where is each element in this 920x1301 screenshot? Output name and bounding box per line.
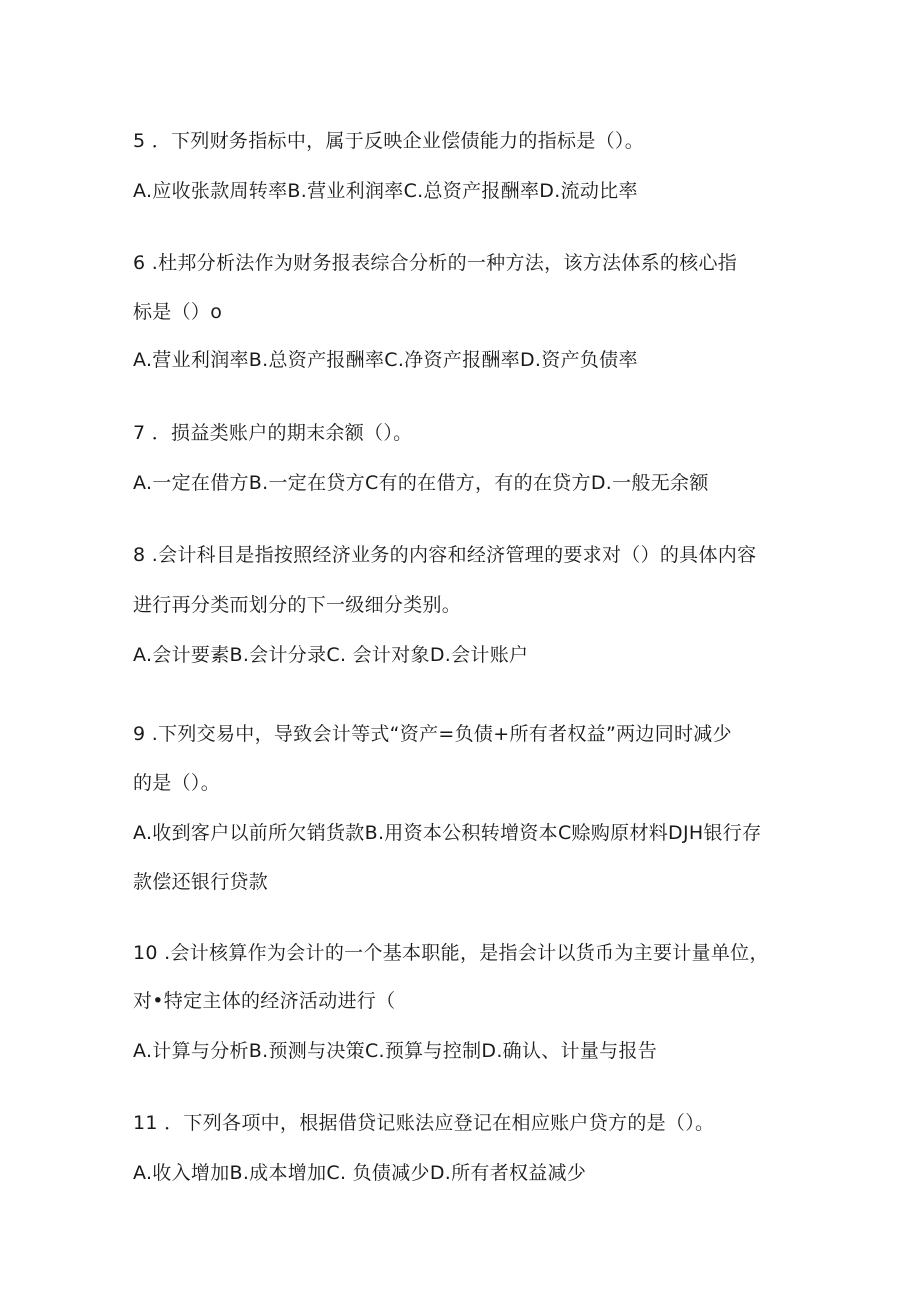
question-6-stem-line-1: 6 .杜邦分析法作为财务报表综合分析的一种方法，该方法体系的核心指 — [133, 252, 738, 274]
question-7-options-line-1: A.一定在借方B.一定在贷方C有的在借方，有的在贷方D.一般无余额 — [133, 472, 709, 494]
question-9-options-line-1: A.收到客户以前所欠销货款B.用资本公积转增资本C赊购原材料DJH银行存 — [133, 822, 762, 844]
question-8-options-line-1: A.会计要素B.会计分录C. 会计对象D.会计账户 — [133, 644, 529, 666]
question-5-stem-line-1: 5 ．下列财务指标中，属于反映企业偿债能力的指标是（）。 — [133, 130, 645, 152]
question-9-stem-line-1: 9 .下列交易中，导致会计等式“资产=负债+所有者权益”两边同时减少 — [133, 723, 732, 745]
question-10-options-line-1: A.计算与分析B.预测与决策C.预算与控制D.确认、计量与报告 — [133, 1040, 658, 1062]
question-9-stem-line-2: 的是（）。 — [133, 772, 221, 794]
question-8-stem-line-1: 8 .会计科目是指按照经济业务的内容和经济管理的要求对（）的具体内容 — [133, 544, 757, 566]
question-11-stem-line-1: 11 ．下列各项中，根据借贷记账法应登记在相应账户贷方的是（）。 — [133, 1112, 715, 1134]
question-5-options-line-1: A.应收张款周转率B.营业利润率C.总资产报酬率D.流动比率 — [133, 180, 638, 202]
question-6-stem-line-2: 标是（）o — [133, 301, 223, 323]
question-10-stem-line-1: 10 .会计核算作为会计的一个基本职能，是指会计以货币为主要计量单位， — [133, 942, 769, 964]
question-9-options-line-2: 款偿还银行贷款 — [133, 871, 269, 893]
question-6-options-line-1: A.营业利润率B.总资产报酬率C.净资产报酬率D.资产负债率 — [133, 349, 638, 371]
question-8-stem-line-2: 进行再分类而划分的下一级细分类别。 — [133, 594, 462, 616]
question-7-stem-line-1: 7 ．损益类账户的期末余额（）。 — [133, 422, 413, 444]
question-10-stem-line-2: 对•特定主体的经济活动进行（ — [133, 990, 396, 1012]
question-11-options-line-1: A.收入增加B.成本增加C. 负债减少D.所有者权益减少 — [133, 1162, 587, 1184]
